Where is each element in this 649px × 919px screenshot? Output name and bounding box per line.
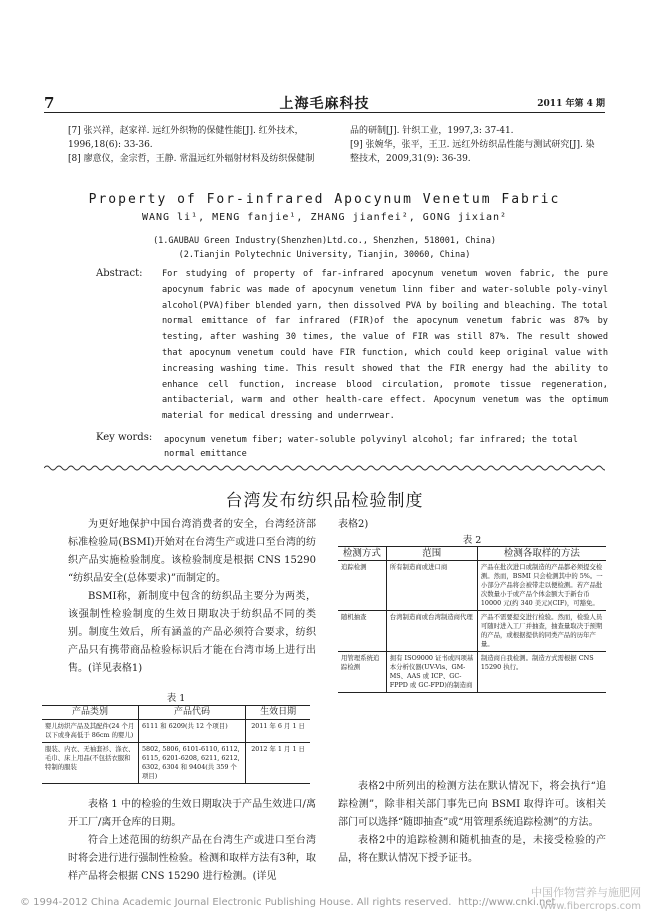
right-column-bottom [338,778,606,868]
table-cell: 台湾制造商或台湾制造商代理 [386,611,477,652]
table-cell: 服装、内衣、无袖套衫、涤衣、毛巾、床上用品(不包括衣服和特制的服装 [42,743,138,784]
table-cell: 6111 和 6209(共 12 个项目) [138,720,245,743]
left-column [68,516,316,678]
table-header: 检测各取样的方法 [477,547,606,561]
table-cell: 所有制造商或进口商 [386,561,477,611]
keywords-text: apocynum venetum fiber; water-soluble polyvinyl alcohol; far infrared; the total normal emittance [164,435,578,459]
paragraph: 表格2中所列出的检测方法在默认情况下，将会执行“追踪检测”，除非相关部门事先已向 BSMI 取得许可。该相关部门可以选择“随即抽查”或“用管理系统追踪检测”的方法。 [338,781,606,828]
table-cell: 随机抽查 [338,611,386,652]
table-header: 范围 [386,547,477,561]
journal-title: 上海毛麻科技 [279,96,370,112]
table-header: 生效日期 [246,706,310,720]
article-title: 台湾发布纺织品检验制度 [225,491,424,511]
english-title: Property of For-infrared Apocynum Venetum Fabric [88,192,561,207]
page-number: 7 [44,94,55,112]
table-cell: 2012 年 1 月 1 日 [246,743,310,784]
table1-caption: 表 1 [166,693,186,704]
reference-line: [9] 张婉华，张平，王卫. 远红外纺织品性能与测试研究[J]. 染 [350,140,595,150]
table-cell: 制造商自我检测。制造方式需根据 CNS 15290 执行。 [477,652,606,693]
keywords-label: Key words: [96,432,153,443]
table-header: 检测方式 [338,547,386,561]
paragraph: 表格 1 中的检验的生效日期取决于产品生效进口/离开工厂/离开仓库的日期。 [68,799,316,828]
paragraph: 表格2中的追踪检测和随机抽查的是，未接受检验的产品，将在默认情况下授予证书。 [338,835,606,864]
paragraph: 为更好地保护中国台湾消费者的安全，台湾经济部标准检验局(BSMI)开始对在台湾生产或进口至台湾的纺织产品实施检验制度。该检验制度是根据 CNS 15290 “纺织品安全(总体要求)”而制定的。 [68,519,316,584]
table-cell: 产品不需要提交进行检验。然而，检验人员可随时进入工厂并抽查，抽查量取决于预期的产品，或根据提供的同类产品的历年产量。 [477,611,606,652]
cnki-link[interactable]: http://www.cnki.net [458,897,556,908]
english-authors: WANG li¹, MENG fanjie¹, ZHANG jianfei², GONG jixian² [141,212,508,223]
reference-line: [7] 张兴祥，赵家祥. 远红外织物的保健性能[J]. 红外技术， [68,126,304,136]
watermark-text: 中国作物营养与施肥网 [531,886,641,899]
table-header: 产品类别 [42,706,138,720]
abstract-label: Abstract: [96,268,143,279]
table-cell: 追踪检测 [341,563,367,571]
table-cell: 产品在批次进口或制造的产品都必须提交检测。然而，BSMI 只会检测其中的 5%。一小部分产品将会被带走以便检测。若产品批次数量小于或产品个体金额大于新台币 10000 元(约 340 美元)(CIF)，可豁免。 [477,561,606,611]
references-right [350,124,610,166]
copyright-notice: © 1994-2012 China Academic Journal Electronic Publishing House. All rights reserved. [20,897,452,908]
table-row [338,561,606,611]
table-row [42,743,310,784]
reference-line: 1996,18(6): 33-36. [68,140,153,150]
reference-line: 品的研制[J]. 针织工业，1997,3: 37-41. [350,126,514,136]
paragraph: BSMI称，新制度中包含的纺织品主要分为两类，该强制性检验制度的生效日期取决于纺织品不同的类别。制度生效后，所有涵盖的产品必须符合要求，纺织产品只有携带商品检验标识后才能在台湾市场上进行出售。(详见表格1) [68,591,316,674]
affiliation-1: (1.GAUBAU Green Industry(Shenzhen)Ltd.co., Shenzhen, 518001, China) [153,236,496,246]
table-cell: 用管理系统追踪检测 [338,652,386,693]
left-column-after-table [68,796,316,886]
reference-line: 整技术，2009,31(9): 36-39. [350,154,471,164]
header-rule [44,112,605,113]
table-row [338,611,606,652]
table-cell: 婴儿纺织产品及其配件(24 个月以下或身高低于 86cm 的婴儿) [45,722,135,739]
table-cell: 5802, 5806, 6101-6110, 6112, 6115, 6201-6208, 6211, 6212, 6302, 6304 和 9404(共 359 个项目) [138,743,245,784]
paragraph: 符合上述范围的纺织产品在台湾生产或进口至台湾时将会进行进行强制性检验。检测和取样方法有3种，取样产品将会根据 CNS 15290 进行检测。(详见 [68,835,316,882]
table-row [42,720,310,743]
reference-line: [8] 廖意仪，金宗哲，王静. 常温远红外辐射材料及纺织保健制 [68,154,315,164]
right-column-top: 表格2) [338,519,369,530]
table-row [338,652,606,693]
watermark-url: www.fibercrops.com [539,901,641,912]
table-2 [338,546,606,693]
abstract-text: For studying of property of far-infrared apocynum venetum woven fabric, the pure apocynum fabric was made of apocynum venetum linn fiber and water-soluble poly-vinyl alcohol(PVA)fiber blended yarn, then dissolved PVA by boiling and bleaching. The total normal emittance of far infrared (FIR)of the apocynum venetum fabric was 87% by testing, after washing 30 times, the value of FIR was still 87%. The result showed that apocynum venetum could have FIR function, which could keep original value with increasing washing time. This result showed that the FIR energy had the ability to enhance cell function, increase blood circulation, promote tissue regeneration, antibacterial, warm and other health-care effect. Apocynum venetum was the optimum material for medical dressing and underrwear. [162,269,608,422]
table2-caption: 表 2 [462,535,482,546]
table-1 [42,705,310,784]
table-cell: 2011 年 6 月 1 日 [246,720,310,743]
references-left [68,124,338,166]
affiliation-2: (2.Tianjin Polytechnic University, Tianjin, 30060, China) [178,250,471,260]
wavy-divider [44,464,605,472]
issue-label: 2011 年第 4 期 [537,99,605,109]
table-cell: 拥有 ISO9000 证书或四项基本分析仪器(UV-Vis、GM-MS、AAS 或 ICP、GC-FPPD 或 GC-FPD)的制造商 [386,652,477,693]
table-header: 产品代码 [138,706,245,720]
